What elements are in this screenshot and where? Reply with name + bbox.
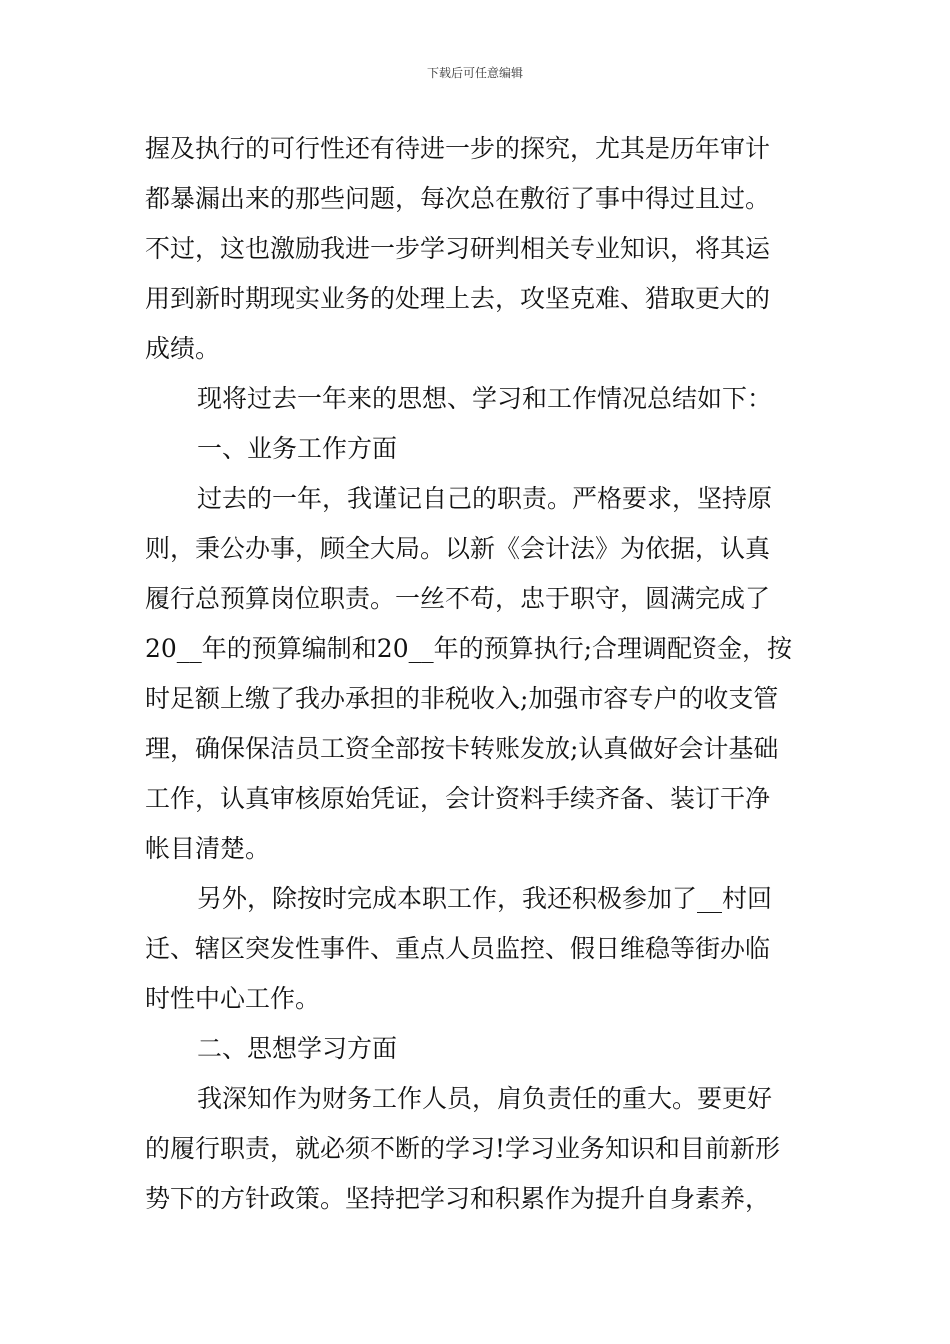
text-line: 则，秉公办事，顾全大局。以新《会计法》为依据，认真 bbox=[145, 534, 771, 563]
text-line: 用到新时期现实业务的处理上去，攻坚克难、猎取更大的 bbox=[145, 284, 771, 313]
text-line: 不过，这也激励我进一步学习研判相关专业知识，将其运 bbox=[145, 234, 771, 263]
text-line: 迁、辖区突发性事件、重点人员监控、假日维稳等街办临 bbox=[145, 934, 771, 963]
section-heading-business: 一、业务工作方面 bbox=[197, 434, 398, 463]
text-line: 势下的方针政策。坚持把学习和积累作为提升自身素养， bbox=[145, 1184, 771, 1213]
text-line: 另外，除按时完成本职工作，我还积极参加了__村回 bbox=[197, 884, 773, 913]
text-line: 时足额上缴了我办承担的非税收入;加强市容专户的收支管 bbox=[145, 684, 779, 713]
text-line: 的履行职责，就必须不断的学习!学习业务知识和目前新形 bbox=[145, 1134, 781, 1163]
text-line: 过去的一年，我谨记自己的职责。严格要求，坚持原 bbox=[197, 484, 773, 513]
text-line: 都暴漏出来的那些问题，每次总在敷衍了事中得过且过。 bbox=[145, 184, 771, 213]
section-heading-study: 二、思想学习方面 bbox=[197, 1034, 398, 1063]
text-line: 我深知作为财务工作人员，肩负责任的重大。要更好 bbox=[197, 1084, 773, 1113]
text-line: 履行总预算岗位职责。一丝不苟，忠于职守，圆满完成了 bbox=[145, 584, 771, 613]
document-body bbox=[145, 124, 810, 1224]
text-line: 时性中心工作。 bbox=[145, 984, 321, 1013]
text-line: 帐目清楚。 bbox=[145, 834, 271, 863]
text-line: 工作，认真审核原始凭证，会计资料手续齐备、装订干净 bbox=[145, 784, 771, 813]
page-header: 下载后可任意编辑 bbox=[426, 66, 523, 80]
text-line: 理，确保保洁员工资全部按卡转账发放;认真做好会计基础 bbox=[145, 734, 779, 763]
paragraph-intro: 现将过去一年来的思想、学习和工作情况总结如下： bbox=[197, 384, 773, 413]
text-line: 成绩。 bbox=[145, 334, 221, 363]
text-line: 握及执行的可行性还有待进一步的探究，尤其是历年审计 bbox=[145, 134, 771, 163]
text-line: 20__年的预算编制和20__年的预算执行;合理调配资金，按 bbox=[145, 634, 793, 663]
